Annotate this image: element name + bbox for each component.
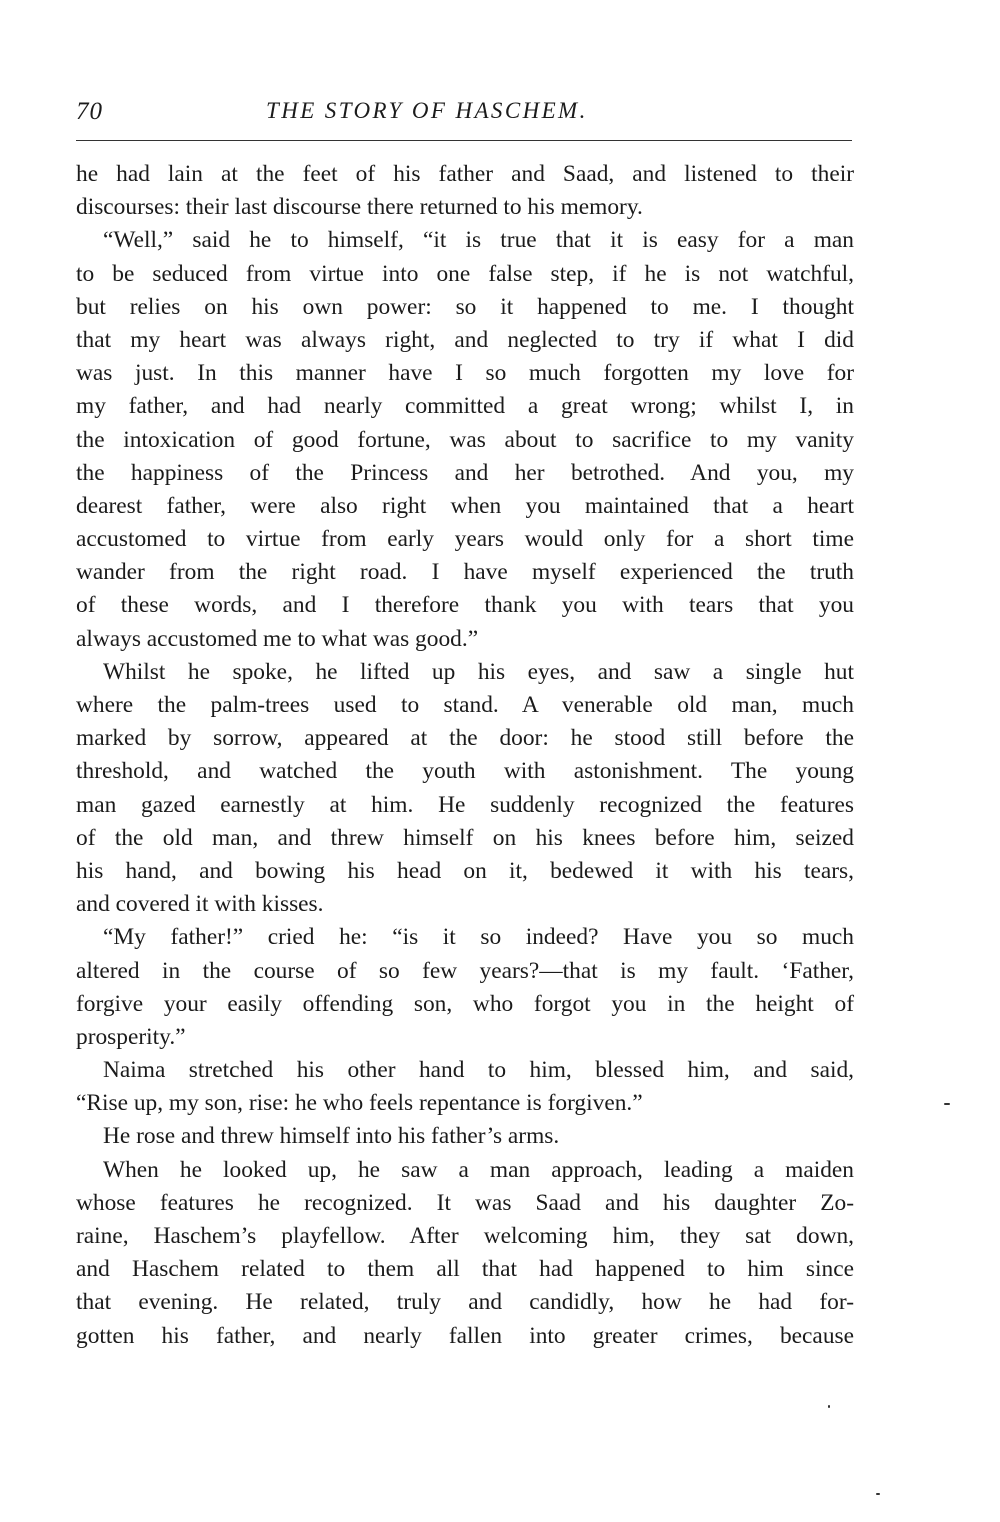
- text-line: prosperity.”: [76, 1023, 186, 1050]
- text-line: he had lain at the feet of his father and Saad, and listened to their: [76, 161, 854, 187]
- text-line: forgive your easily offending son, who forgot you in the height of: [76, 990, 854, 1017]
- text-line: wander from the right road. I have myself experienced the truth: [76, 559, 854, 586]
- running-title: THE STORY OF HASCHEM.: [266, 98, 588, 123]
- scan-speck: [876, 1493, 880, 1495]
- text-line: the intoxication of good fortune, was about to sacrifice to my vanity: [76, 426, 854, 453]
- text-line: and Haschem related to them all that had happened to him since: [76, 1256, 854, 1283]
- text-line: where the palm-trees used to stand. A venerable old man, much: [76, 692, 854, 718]
- text-line: and covered it with kisses.: [76, 891, 324, 918]
- text-line: to be seduced from virtue into one false step, if he is not watchful,: [76, 260, 854, 287]
- scan-speck: [944, 1103, 950, 1105]
- text-line: threshold, and watched the youth with astonishment. The young: [76, 758, 854, 785]
- text-line: Whilst he spoke, he lifted up his eyes, and saw a single hut: [103, 658, 854, 685]
- text-line: “Well,” said he to himself, “it is true that it is easy for a man: [103, 227, 854, 254]
- text-line: his hand, and bowing his head on it, bedewed it with his tears,: [76, 857, 854, 884]
- text-line: was just. In this manner have I so much forgotten my love for: [76, 360, 854, 387]
- text-line: of these words, and I therefore thank you with tears that you: [76, 592, 854, 619]
- text-line: gotten his father, and nearly fallen into greater crimes, because: [76, 1322, 854, 1349]
- text-line: altered in the course of so few years?—that is my fault. ‘Father,: [76, 957, 854, 984]
- text-line: “My father!” cried he: “is it so indeed? Have you so much: [103, 924, 854, 951]
- text-line: of the old man, and threw himself on his knees before him, seized: [76, 824, 854, 851]
- text-line: accustomed to virtue from early years would only for a short time: [76, 526, 854, 553]
- text-line: that evening. He related, truly and candidly, how he had for-: [76, 1289, 854, 1316]
- text-line: man gazed earnestly at him. He suddenly recognized the features: [76, 791, 854, 818]
- text-line: but relies on his own power: so it happened to me. I thought: [76, 293, 854, 320]
- text-line: that my heart was always right, and neglected to try if what I did: [76, 326, 854, 353]
- page-header: [76, 98, 852, 134]
- text-line: the happiness of the Princess and her betrothed. And you, my: [76, 459, 854, 486]
- text-line: discourses: their last discourse there returned to his memory.: [76, 194, 643, 221]
- text-line: always accustomed me to what was good.”: [76, 625, 479, 652]
- text-line: “Rise up, my son, rise: he who feels repentance is forgiven.”: [76, 1090, 643, 1117]
- text-line: dearest father, were also right when you maintained that a heart: [76, 492, 854, 519]
- text-line: marked by sorrow, appeared at the door: he stood still before the: [76, 725, 854, 752]
- text-line: Naima stretched his other hand to him, blessed him, and said,: [103, 1057, 854, 1084]
- body-text: [76, 158, 854, 1353]
- header-rule: [76, 140, 852, 141]
- text-line: When he looked up, he saw a man approach, leading a maiden: [103, 1156, 854, 1183]
- scan-speck: [828, 1405, 830, 1408]
- page-number: 70: [76, 98, 103, 125]
- text-line: He rose and threw himself into his father’s arms.: [103, 1123, 560, 1150]
- text-line: raine, Haschem’s playfellow. After welcoming him, they sat down,: [76, 1223, 854, 1249]
- text-line: my father, and had nearly committed a great wrong; whilst I, in: [76, 393, 854, 420]
- text-line: whose features he recognized. It was Saad and his daughter Zo-: [76, 1189, 854, 1216]
